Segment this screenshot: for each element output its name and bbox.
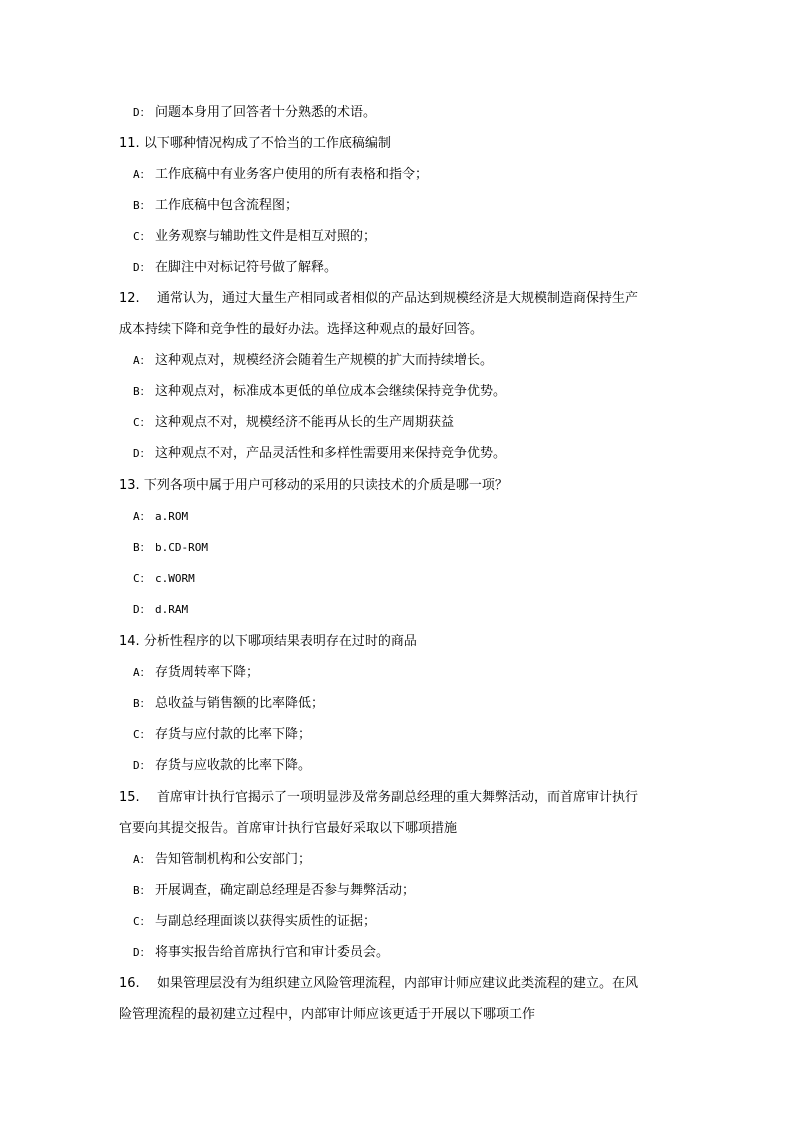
option-line (133, 229, 376, 245)
option-text: 总收益与销售额的比率降低； (155, 696, 325, 711)
option-line (133, 602, 188, 618)
question-line (119, 976, 638, 992)
option-key: B： (133, 385, 151, 398)
option-line (133, 883, 415, 899)
option-line (133, 509, 188, 525)
option-text: 开展调查，确定副总经理是否参与舞弊活动； (155, 883, 416, 898)
option-key: C： (133, 416, 151, 429)
question-line (119, 790, 638, 806)
question-number: 14. (119, 634, 140, 649)
option-line (133, 198, 298, 214)
option-text: 存货周转率下降； (155, 665, 260, 680)
option-text: 与副总经理面谈以获得实质性的证据； (155, 914, 377, 929)
question-line (119, 478, 508, 494)
option-key: C： (133, 572, 151, 585)
question-text: 分析性程序的以下哪项结果表明存在过时的商品 (143, 634, 417, 649)
option-key: D： (133, 447, 151, 460)
option-text: 存货与应收款的比率下降。 (155, 758, 312, 773)
question-line (119, 634, 417, 650)
option-text: 这种观点不对，产品灵活性和多样性需要用来保持竞争优势。 (155, 446, 507, 461)
question-number: 12. (119, 291, 140, 306)
question-line (119, 291, 638, 307)
option-line (133, 384, 506, 400)
option-line (133, 105, 376, 121)
option-key: A： (133, 168, 151, 181)
option-line (133, 571, 195, 587)
option-line (133, 727, 311, 743)
option-text: c.WORM (155, 572, 195, 585)
option-text: 告知管制机构和公安部门； (155, 852, 312, 867)
option-line (133, 696, 324, 712)
question-text: 以下哪种情况构成了不恰当的工作底稿编制 (143, 136, 391, 151)
option-text: 这种观点不对，规模经济不能再从长的生产周期获益 (155, 415, 455, 430)
option-key: C： (133, 230, 151, 243)
option-key: C： (133, 915, 151, 928)
option-text: b.CD-ROM (155, 541, 208, 554)
option-line (133, 167, 428, 183)
question-text: 通常认为，通过大量生产相同或者相似的产品达到规模经济是大规模制造商保持生产 (157, 291, 639, 306)
option-line (133, 945, 389, 961)
option-text: d.RAM (155, 603, 189, 616)
option-text: 在脚注中对标记符号做了解释。 (155, 260, 338, 275)
option-key: B： (133, 697, 151, 710)
option-text: 问题本身用了回答者十分熟悉的术语。 (155, 105, 377, 120)
option-line (133, 665, 259, 681)
option-key: B： (133, 884, 151, 897)
option-key: D： (133, 759, 151, 772)
option-line (133, 758, 311, 774)
option-text: 存货与应付款的比率下降； (155, 727, 312, 742)
option-line (133, 914, 376, 930)
question-continuation: 官要向其提交报告。首席审计执行官最好采取以下哪项措施 (119, 821, 458, 836)
option-line (133, 852, 311, 868)
option-line (133, 446, 506, 462)
option-text: 这种观点对，标准成本更低的单位成本会继续保持竞争优势。 (155, 384, 507, 399)
option-key: A： (133, 510, 151, 523)
question-continuation: 险管理流程的最初建立过程中，内部审计师应该更适于开展以下哪项工作 (119, 1007, 536, 1022)
option-key: D： (133, 106, 151, 119)
option-key: A： (133, 853, 151, 866)
option-line (133, 353, 493, 369)
option-text: 业务观察与辅助性文件是相互对照的； (155, 229, 377, 244)
question-line (119, 136, 391, 152)
option-line (133, 540, 208, 556)
question-number: 15. (119, 790, 140, 805)
option-key: A： (133, 666, 151, 679)
question-number: 13. (119, 478, 140, 493)
option-key: D： (133, 946, 151, 959)
question-continuation: 成本持续下降和竞争性的最好办法。选择这种观点的最好回答。 (119, 322, 484, 337)
option-line (133, 415, 454, 431)
option-line (133, 260, 337, 276)
option-key: C： (133, 728, 151, 741)
option-key: B： (133, 199, 151, 212)
question-number: 16. (119, 976, 140, 991)
option-key: D： (133, 603, 151, 616)
option-text: 工作底稿中包含流程图； (155, 198, 299, 213)
option-text: 工作底稿中有业务客户使用的所有表格和指令； (155, 167, 429, 182)
question-text: 如果管理层没有为组织建立风险管理流程，内部审计师应建议此类流程的建立。在风 (157, 976, 639, 991)
option-key: D： (133, 261, 151, 274)
question-text: 首席审计执行官揭示了一项明显涉及常务副总经理的重大舞弊活动，而首席审计执行 (157, 790, 639, 805)
option-key: A： (133, 354, 151, 367)
question-text: 下列各项中属于用户可移动的采用的只读技术的介质是哪一项？ (143, 478, 508, 493)
option-text: 将事实报告给首席执行官和审计委员会。 (155, 945, 390, 960)
option-text: 这种观点对，规模经济会随着生产规模的扩大而持续增长。 (155, 353, 494, 368)
question-number: 11. (119, 136, 140, 151)
option-key: B： (133, 541, 151, 554)
option-text: a.ROM (155, 510, 189, 523)
